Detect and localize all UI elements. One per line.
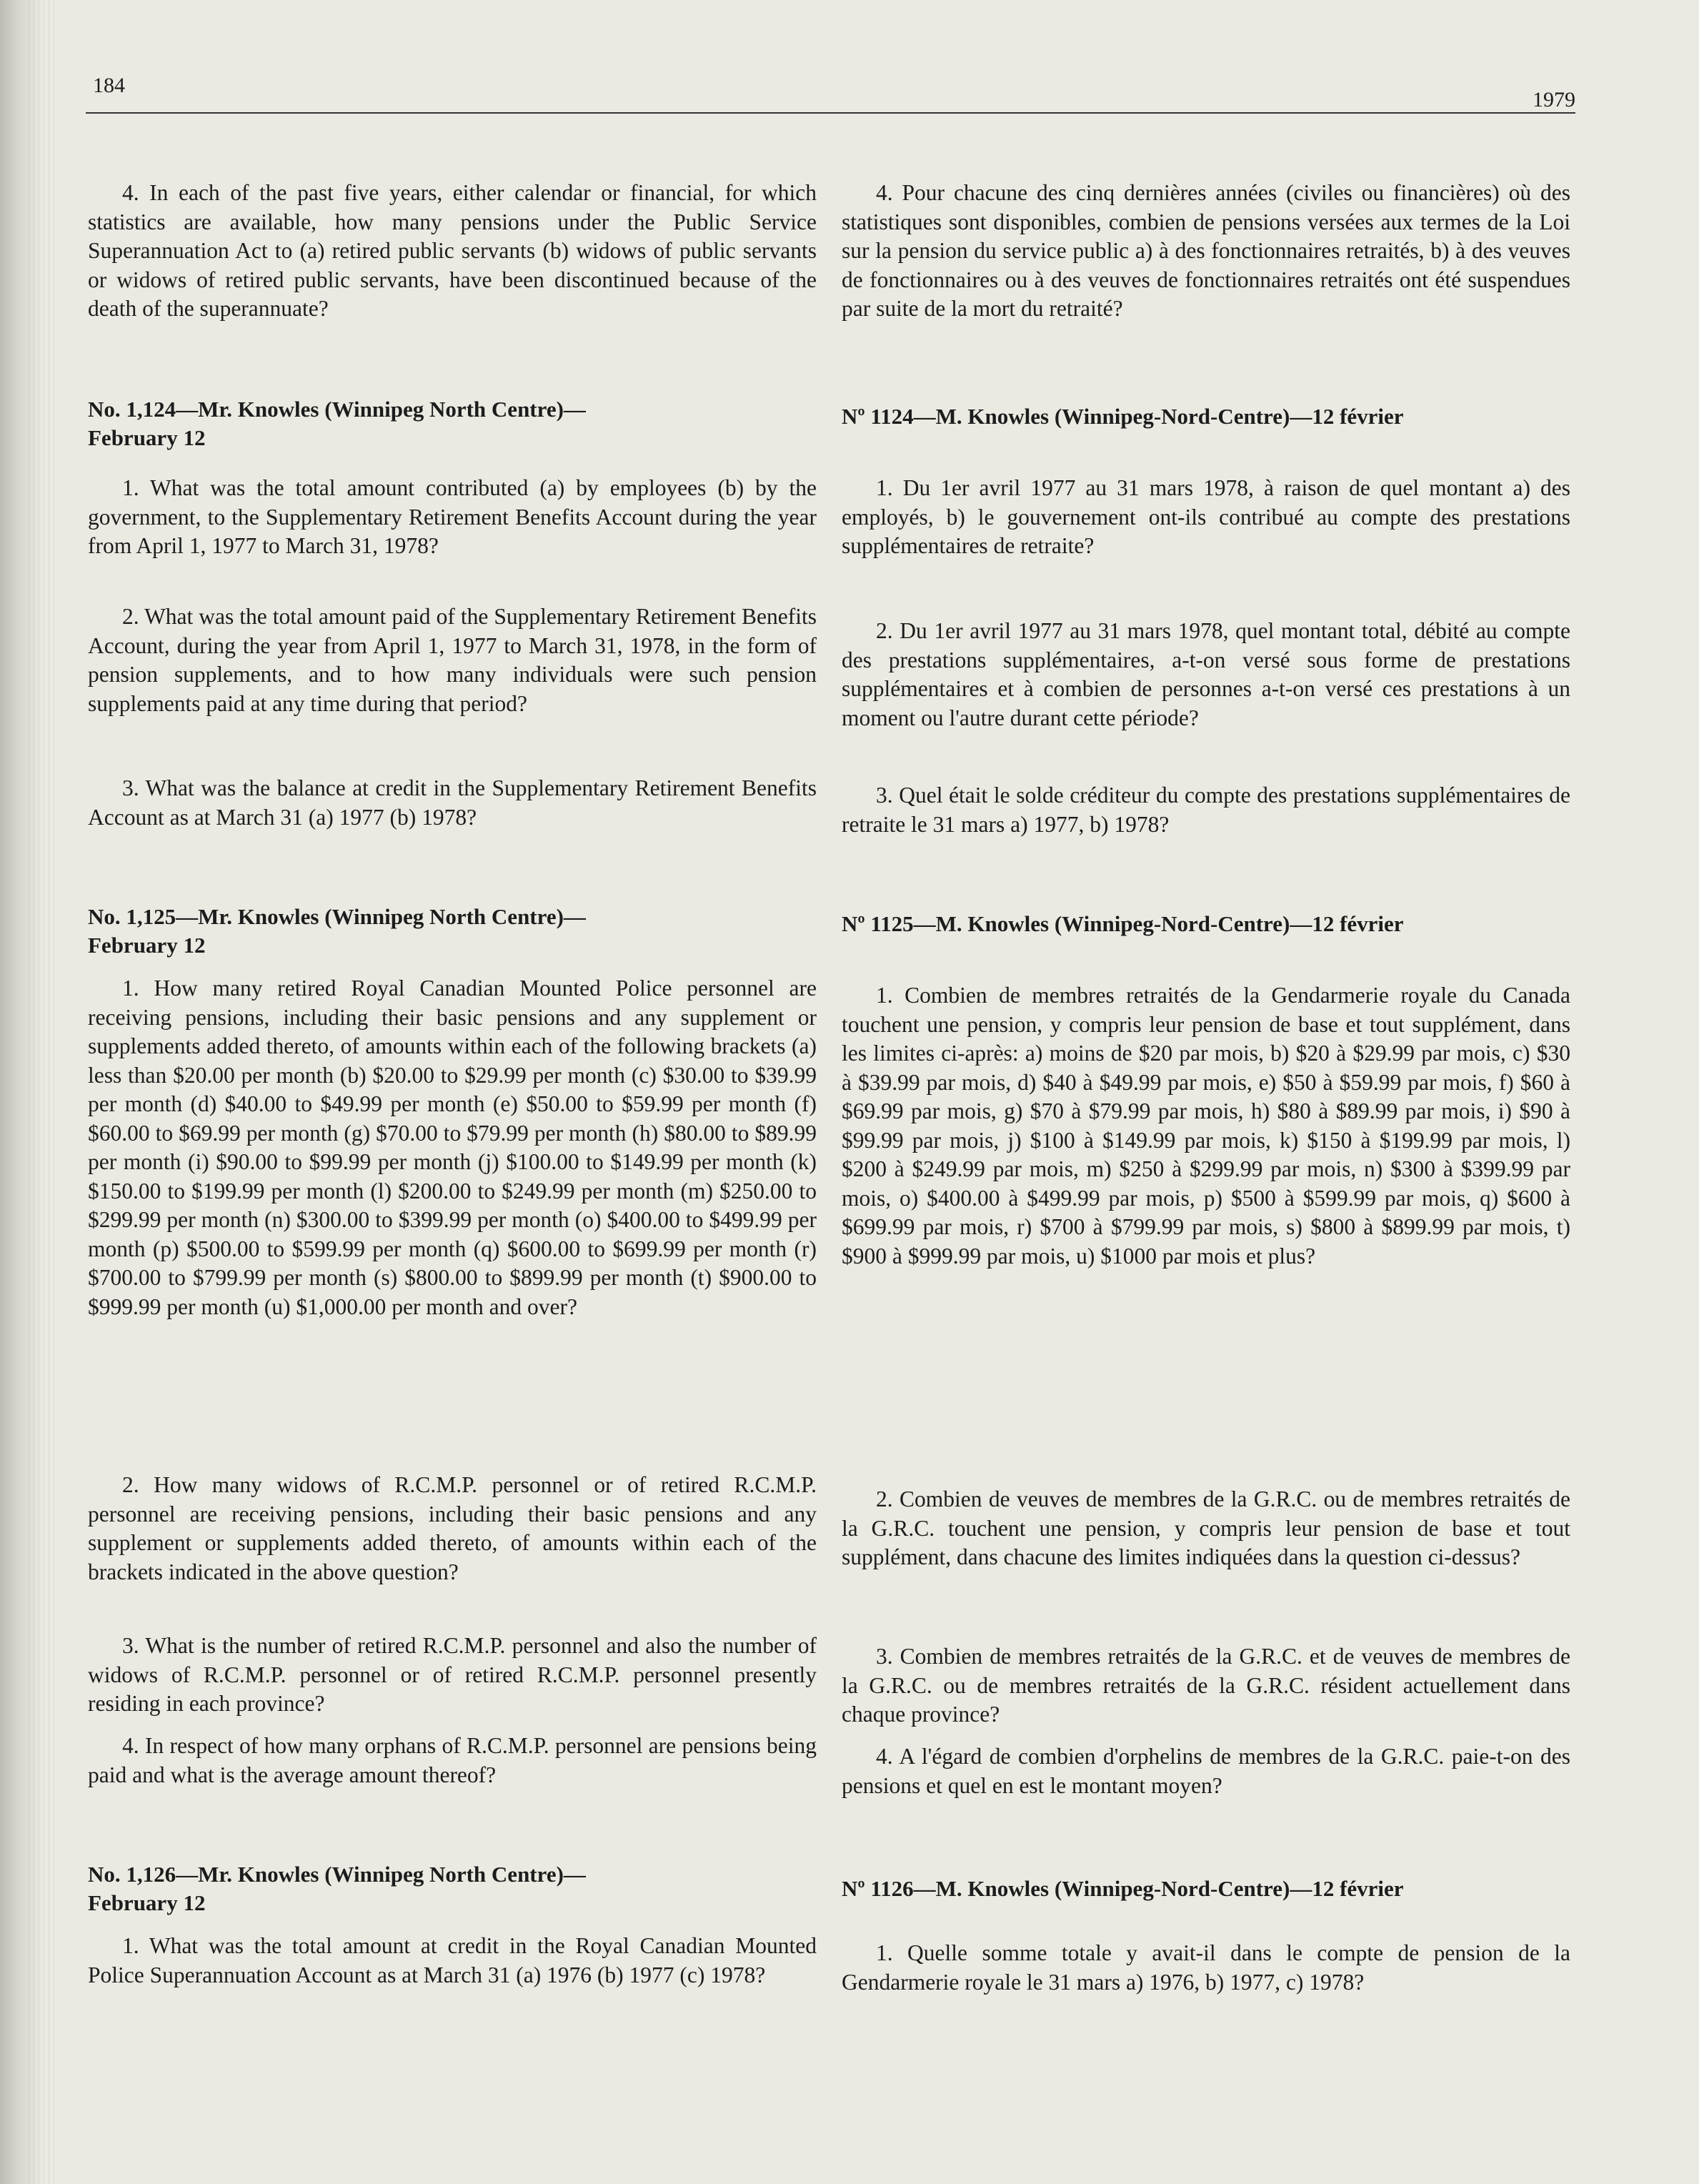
question-1126-1: 1. What was the total amount at credit in the Royal Canadian Mounted Police Superannuation Account as at March 31 (a) 1976 (b) 1977 (c) 1978? [88,1933,817,1987]
question-4-intro-fr: 4. Pour chacune des cinq dernières années (civiles ou financières) où des statistiques sont disponibles, combien de pensions versées aux termes de la Loi sur la pension du service public a) à des fonctionnaires retraités, b) à des veuves de fonctionnaires ou à des veuves de fonctionnaires retraités ont été suspendues par suite de la mort du retraité? [842,180,1570,321]
question-1124-2-fr: 2. Du 1er avril 1977 au 31 mars 1978, quel montant total, débité au compte des prestations supplémentaires, a-t-on versé sous forme de prestations supplémentaires et à combien de personnes a-t-on versé ces prestations à un moment ou l'autre durant cette période? [842,618,1570,730]
question-1126-1-fr: 1. Quelle somme totale y avait-il dans le compte de pension de la Gendarmerie royale le 31 mars a) 1976, b) 1977, c) 1978? [842,1940,1570,1995]
heading-1124-line1: No. 1,124—Mr. Knowles (Winnipeg North Centre)— [88,397,586,422]
question-1125-3: 3. What is the number of retired R.C.M.P. personnel and also the number of widows of R.C.M.P. personnel or of retired R.C.M.P. personnel presently residing in each province? [88,1633,817,1716]
heading-question-1125-fr: Nº 1125—M. Knowles (Winnipeg-Nord-Centre)—12 février [842,911,1404,936]
question-1124-3: 3. What was the balance at credit in the Supplementary Retirement Benefits Account as at March 31 (a) 1977 (b) 1978? [88,775,817,830]
question-1125-2-fr: 2. Combien de veuves de membres de la G.R.C. ou de membres retraités de la G.R.C. touchent une pension, y compris leur pension de base et tout supplément, dans chacune des limites indiquées dans la question ci-dessus? [842,1486,1570,1569]
page-year: 1979 [1533,88,1575,111]
question-1125-2: 2. How many widows of R.C.M.P. personnel or of retired R.C.M.P. personnel are receiving pensions, including their basic pensions and any supplement or supplements added thereto, of amounts within each of the brackets indicated in the above question? [88,1472,817,1584]
heading-1125-line1: No. 1,125—Mr. Knowles (Winnipeg North Centre)— [88,904,586,929]
question-1125-1: 1. How many retired Royal Canadian Mounted Police personnel are receiving pensions, including their basic pensions and any supplement or supplements added thereto, of amounts within each of the following brackets (a) less than $20.00 per month (b) $20.00 to $29.99 per month (c) $30.00 to $39.99 per month (d) $40.00 to $49.99 per month (e) $50.00 to $59.99 per month (f) $60.00 to $69.99 per month (g) $70.00 to $79.99 per month (h) $80.00 to $89.99 per month (i) $90.00 to $99.99 per month (j) $100.00 to $149.99 per month (k) $150.00 to $199.99 per month (l) $200.00 to $249.99 per month (m) $250.00 to $299.99 per month (n) $300.00 to $399.99 per month (o) $400.00 to $499.99 per month (p) $500.00 to $599.99 per month (q) $600.00 to $699.99 per month (r) $700.00 to $799.99 per month (s) $800.00 to $899.99 per month (t) $900.00 to $999.99 per month (u) $1,000.00 per month and over? [88,976,817,1319]
heading-question-1124-fr: Nº 1124—M. Knowles (Winnipeg-Nord-Centre)—12 février [842,404,1404,429]
heading-1126-line1: No. 1,126—Mr. Knowles (Winnipeg North Centre)— [88,1862,586,1887]
question-1125-3-fr: 3. Combien de membres retraités de la G.R.C. et de veuves de membres de la G.R.C. ou de membres retraités de la G.R.C. résident actuellement dans chaque province? [842,1644,1570,1727]
heading-1125-line2: February 12 [88,933,206,958]
question-1124-1-fr: 1. Du 1er avril 1977 au 31 mars 1978, à raison de quel montant a) des employés, b) le gouvernement ont-ils contribué au compte des prestations supplémentaires de retraite? [842,475,1570,558]
question-1125-4: 4. In respect of how many orphans of R.C.M.P. personnel are pensions being paid and what is the average amount thereof? [88,1733,817,1787]
page-edge-lines [29,0,57,2184]
page-header [86,68,1575,125]
question-1124-2: 2. What was the total amount paid of the Supplementary Retirement Benefits Account, during the year from April 1, 1977 to March 31, 1978, in the form of pension supplements, and to how many individuals were such pension supplements paid at any time during that period? [88,604,817,716]
question-1125-4-fr: 4. A l'égard de combien d'orphelins de membres de la G.R.C. paie-t-on des pensions et quel en est le montant moyen? [842,1744,1570,1798]
header-rule [86,112,1575,114]
heading-1126-line2: February 12 [88,1890,206,1915]
question-1124-1: 1. What was the total amount contributed (a) by employees (b) by the government, to the Supplementary Retirement Benefits Account during the year from April 1, 1977 to March 31, 1978? [88,475,817,558]
question-1125-1-fr: 1. Combien de membres retraités de la Gendarmerie royale du Canada touchent une pension, y compris leur pension de base et tout supplément, dans les limites ci-après: a) moins de $20 par mois, b) $20 à $29.99 par mois, c) $30 à $39.99 par mois, d) $40 à $49.99 par mois, e) $50 à $59.99 par mois, f) $60 à $69.99 par mois, g) $70 à $79.99 par mois, h) $80 à $89.99 par mois, i) $90 à $99.99 par mois, j) $100 à $149.99 par mois, k) $150 à $199.99 par mois, l) $200 à $249.99 par mois, m) $250 à $299.99 par mois, n) $300 à $399.99 par mois, o) $400.00 à $499.99 par mois, p) $500 à $599.99 par mois, q) $600 à $699.99 par mois, r) $700 à $799.99 par mois, s) $800 à $899.99 par mois, t) $900 à $999.99 par mois, u) $1000 par mois et plus? [842,983,1570,1269]
question-1124-3-fr: 3. Quel était le solde créditeur du compte des prestations supplémentaires de retraite le 31 mars a) 1977, b) 1978? [842,783,1570,837]
heading-question-1124 [88,395,817,452]
heading-question-1126 [88,1860,817,1917]
page-number: 184 [93,74,125,97]
heading-question-1125 [88,903,817,960]
question-4-intro: 4. In each of the past five years, either calendar or financial, for which statistics are available, how many pensions under the Public Service Superannuation Act to (a) retired public servants (b) widows of public servants or widows of retired public servants, have been discontinued because of the death of the superannuate? [88,180,817,321]
heading-1124-line2: February 12 [88,425,206,450]
heading-question-1126-fr: Nº 1126—M. Knowles (Winnipeg-Nord-Centre)—12 février [842,1876,1404,1901]
